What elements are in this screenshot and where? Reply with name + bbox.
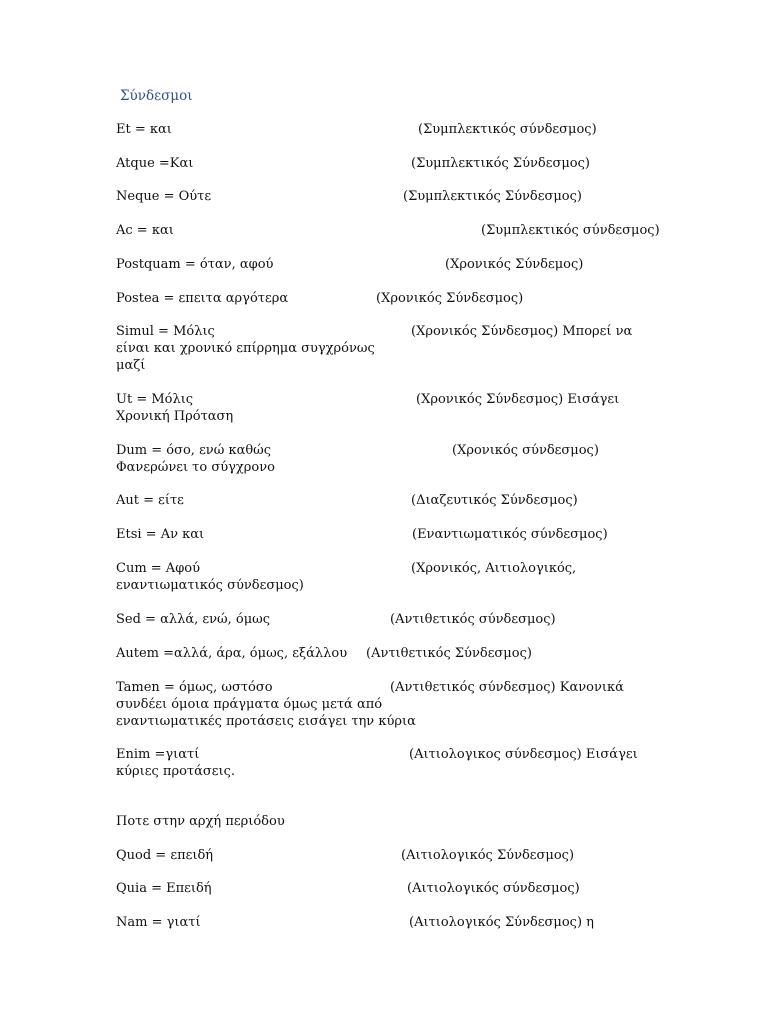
conjunction-note: εναντιωματικές προτάσεις εισάγει την κύρια (116, 714, 416, 729)
conjunction-type: (Αιτιολογικός σύνδεσμος) (407, 881, 580, 896)
conjunction-type: (Χρονικός Σύνδεσμος) Εισάγει (416, 392, 620, 407)
conjunction-term: Ac = και (116, 223, 174, 238)
conjunction-type: (Αιτιολογικός Σύνδεσμος) η (409, 915, 594, 930)
conjunction-term: Et = και (116, 122, 172, 137)
conjunction-type: (Συμπλεκτικός σύνδεσμος) (481, 223, 660, 238)
conjunction-term: Dum = όσο, ενώ καθώς (116, 443, 272, 458)
conjunction-type: (Εναντιωματικός σύνδεσμος) (412, 527, 608, 542)
conjunction-term: Postea = επειτα αργότερα (116, 291, 289, 306)
conjunction-note: συνδέει όμοια πράγματα όμως μετά από (116, 697, 383, 712)
conjunction-type: (Συμπλεκτικός σύνδεσμος) (418, 122, 597, 137)
conjunction-term: Sed = αλλά, ενώ, όμως (116, 612, 271, 627)
conjunction-type: (Αντιθετικός Σύνδεσμος) (366, 646, 532, 661)
conjunction-type: (Χρονικός Σύνδεμος) (445, 257, 584, 272)
conjunction-type: (Αιτιολογικός Σύνδεσμος) (401, 848, 575, 863)
conjunction-term: Nam = γιατί (116, 915, 201, 930)
conjunction-term: Cum = Αφού (116, 561, 201, 576)
conjunction-type: (Χρονικός Σύνδεσμος) (376, 291, 524, 306)
conjunction-term: Enim =γιατί (116, 747, 200, 762)
conjunction-type: (Χρονικός Σύνδεσμος) Μπορεί να (411, 324, 633, 339)
conjunction-type: (Χρονικός σύνδεσμος) (452, 443, 599, 458)
conjunction-note: Χρονική Πρόταση (116, 409, 234, 424)
conjunction-type: (Συμπλεκτικός Σύνδεσμος) (411, 156, 590, 171)
conjunction-note: μαζί (116, 358, 146, 373)
conjunction-type: (Αιτιολογικος σύνδεσμος) Εισάγει (409, 747, 638, 762)
conjunction-term: Atque =Και (116, 156, 194, 171)
conjunction-term: Ποτε στην αρχή περιόδου (116, 814, 285, 829)
conjunction-type: (Συμπλεκτικός Σύνδεσμος) (403, 189, 582, 204)
conjunction-note: εναντιωματικός σύνδεσμος) (116, 578, 304, 593)
page-title: Σύνδεσμοι (120, 88, 193, 104)
conjunction-term: Postquam = όταν, αφού (116, 257, 274, 272)
conjunction-type: (Αντιθετικός σύνδεσμος) (390, 612, 556, 627)
conjunction-type: (Χρονικός, Αιτιολογικός, (411, 561, 577, 576)
conjunction-term: Neque = Ούτε (116, 189, 212, 204)
conjunction-note: είναι και χρονικό επίρρημα συγχρόνως (116, 341, 375, 356)
conjunction-term: Aut = είτε (116, 493, 184, 508)
conjunction-note: κύριες προτάσεις. (116, 764, 236, 779)
conjunction-term: Quia = Επειδή (116, 881, 212, 896)
conjunction-term: Autem =αλλά, άρα, όμως, εξάλλου (116, 646, 348, 661)
conjunction-note: Φανερώνει το σύγχρονο (116, 460, 275, 475)
conjunction-type: (Διαζευτικός Σύνδεσμος) (411, 493, 578, 508)
conjunction-term: Etsi = Αν και (116, 527, 205, 542)
conjunction-term: Simul = Μόλις (116, 324, 215, 339)
conjunction-term: Ut = Μόλις (116, 392, 194, 407)
conjunction-type: (Αντιθετικός σύνδεσμος) Κανονικά (390, 680, 624, 695)
conjunction-term: Tamen = όμως, ωστόσο (116, 680, 273, 695)
conjunction-term: Quod = επειδή (116, 848, 214, 863)
